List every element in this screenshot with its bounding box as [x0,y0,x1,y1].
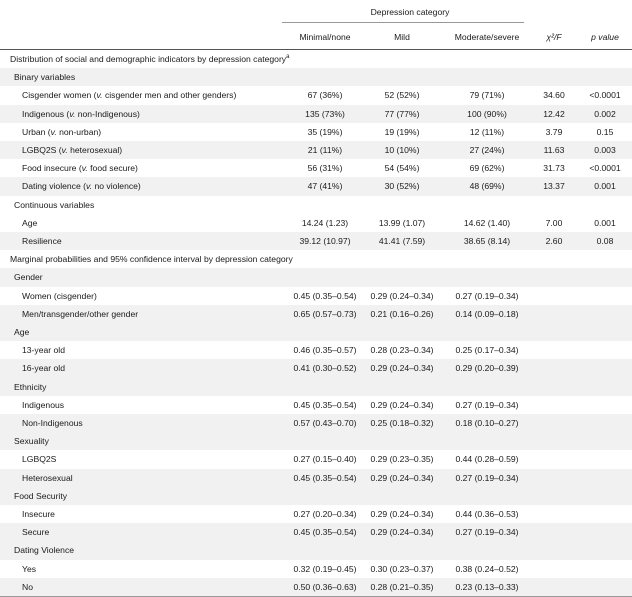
table-row [0,505,632,523]
cell-minimal: 0.45 (0.35–0.54) [293,399,357,410]
row-label: LGBQ2S (v. heterosexual) [22,145,123,156]
cell-mild: 0.29 (0.24–0.34) [370,527,434,538]
cell-moderate: 0.18 (0.10–0.27) [455,418,519,429]
header-group-rule [282,22,524,23]
cell-moderate: 0.27 (0.19–0.34) [455,399,519,410]
cell-moderate: 48 (69%) [469,181,505,192]
row-label: Insecure [22,509,55,520]
subsection-title [0,68,632,86]
cell-minimal: 0.57 (0.43–0.70) [293,418,357,429]
cell-moderate: 12 (11%) [469,126,505,137]
subsection-title-text: Binary variables [14,72,76,83]
group-title [0,487,632,505]
cell-moderate: 0.14 (0.09–0.18) [455,308,519,319]
cell-moderate: 0.29 (0.20–0.39) [455,363,519,374]
group-title [0,268,632,286]
table-row [0,469,632,487]
table-row [0,159,632,177]
cell-moderate: 14.62 (1.40) [463,217,511,228]
cell-moderate: 0.27 (0.19–0.34) [455,290,519,301]
cell-minimal: 0.41 (0.30–0.52) [293,363,357,374]
table-row [0,560,632,578]
cell-moderate: 0.27 (0.19–0.34) [455,527,519,538]
subsection-title-text: Continuous variables [14,199,95,210]
cell-p: 0.003 [594,145,616,156]
cell-minimal: 0.46 (0.35–0.57) [293,345,357,356]
cell-stat: 31.73 [543,163,565,174]
row-label: No [22,581,33,592]
header-moderate: Moderate/severe [454,32,520,42]
row-label: Indigenous (v. non-Indigenous) [22,108,140,119]
group-title [0,541,632,559]
group-title-text: Ethnicity [14,381,47,392]
cell-minimal: 0.65 (0.57–0.73) [293,308,357,319]
cell-moderate: 79 (71%) [469,90,505,101]
table-row [0,359,632,377]
cell-minimal: 0.32 (0.19–0.45) [293,563,357,574]
row-label: Cisgender women (v. cisgender men and other genders) [22,90,237,101]
cell-stat: 13.37 [543,181,565,192]
cell-stat: 2.60 [545,236,563,247]
group-title [0,323,632,341]
cell-minimal: 47 (41%) [307,181,343,192]
cell-mild: 0.29 (0.23–0.35) [370,454,434,465]
cell-moderate: 0.44 (0.36–0.53) [455,509,519,520]
cell-minimal: 14.24 (1.23) [301,217,349,228]
cell-p: 0.08 [596,236,614,247]
section-title [0,250,632,268]
row-label: 16-year old [22,363,65,374]
table-row [0,523,632,541]
cell-mild: 41.41 (7.59) [378,236,426,247]
cell-mild: 0.29 (0.24–0.34) [370,399,434,410]
cell-stat: 7.00 [545,217,563,228]
cell-moderate: 0.44 (0.28–0.59) [455,454,519,465]
row-label: Indigenous [22,399,65,410]
cell-mild: 54 (54%) [384,163,420,174]
header-p-value: p value [591,32,619,42]
footnote-marker: a [286,54,290,61]
cell-stat: 11.63 [543,145,565,156]
section-title-text: Distribution of social and demographic indicators by depression category$^a$ [10,54,290,65]
table-row [0,141,632,159]
row-label: Men/transgender/other gender [22,308,139,319]
cell-p: 0.002 [594,108,616,119]
cell-minimal: 0.27 (0.20–0.34) [293,509,357,520]
cell-moderate: 27 (24%) [469,145,505,156]
group-title [0,378,632,396]
cell-minimal: 21 (11%) [307,145,343,156]
cell-moderate: 0.27 (0.19–0.34) [455,472,519,483]
group-title-text: Gender [14,272,43,283]
cell-mild: 0.28 (0.21–0.35) [370,581,434,592]
cell-moderate: 69 (62%) [469,163,505,174]
cell-mild: 0.29 (0.24–0.34) [370,472,434,483]
cell-minimal: 135 (73%) [305,108,345,119]
row-label: Women (cisgender) [22,290,97,301]
section-title-text: Marginal probabilities and 95% confidence interval by depression category [10,254,293,265]
row-label: Resilience [22,236,62,247]
cell-minimal: 0.45 (0.35–0.54) [293,472,357,483]
cell-stat: 3.79 [545,126,563,137]
table-row [0,305,632,323]
cell-stat: 12.42 [543,108,565,119]
cell-moderate: 0.25 (0.17–0.34) [455,345,519,356]
cell-mild: 19 (19%) [384,126,420,137]
cell-mild: 0.29 (0.24–0.34) [370,509,434,520]
header-group-label: Depression category [370,7,450,17]
cell-mild: 0.28 (0.23–0.34) [370,345,434,356]
group-title-text: Dating Violence [14,545,75,556]
cell-minimal: 35 (19%) [307,126,343,137]
cell-minimal: 0.50 (0.36–0.63) [293,581,357,592]
group-title-text: Age [14,327,30,338]
cell-mild: 0.21 (0.16–0.26) [370,308,434,319]
row-label: Urban (v. non-urban) [22,126,102,137]
section-title [0,50,632,68]
header-chi-f: χ²/F [546,32,562,42]
table-row [0,86,632,104]
row-label: LGBQ2S [22,454,57,465]
row-label: Dating violence (v. no violence) [22,181,141,192]
table-row [0,396,632,414]
cell-moderate: 0.23 (0.13–0.33) [455,581,519,592]
row-label: Food insecure (v. food secure) [22,163,138,174]
table-row [0,232,632,250]
subsection-title [0,196,632,214]
row-label: Age [22,217,38,228]
cell-p: 0.001 [594,217,616,228]
header-mild: Mild [394,32,410,42]
cell-mild: 0.30 (0.23–0.37) [370,563,434,574]
row-label: Yes [22,563,37,574]
cell-minimal: 0.45 (0.35–0.54) [293,527,357,538]
cell-p: <0.0001 [589,90,621,101]
cell-p: 0.001 [594,181,616,192]
cell-minimal: 0.45 (0.35–0.54) [293,290,357,301]
cell-moderate: 38.65 (8.14) [463,236,511,247]
cell-minimal: 67 (36%) [307,90,343,101]
row-label: Heterosexual [22,472,73,483]
table-row [0,450,632,468]
cell-p: <0.0001 [589,163,621,174]
row-label: Non-Indigenous [22,418,83,429]
cell-mild: 10 (10%) [384,145,420,156]
cell-stat: 34.60 [543,90,565,101]
row-label: 13-year old [22,345,65,356]
cell-mild: 0.29 (0.24–0.34) [370,363,434,374]
cell-moderate: 100 (90%) [467,108,507,119]
row-label: Secure [22,527,50,538]
table-row [0,341,632,359]
cell-mild: 52 (52%) [384,90,420,101]
table-row [0,214,632,232]
cell-mild: 0.29 (0.24–0.34) [370,290,434,301]
cell-moderate: 0.38 (0.24–0.52) [455,563,519,574]
table-row [0,414,632,432]
table-row [0,177,632,195]
group-title [0,432,632,450]
table-row [0,105,632,123]
header-minimal: Minimal/none [299,32,351,42]
cell-mild: 0.25 (0.18–0.32) [370,418,434,429]
group-title-text: Food Security [14,490,68,501]
table-row [0,578,632,596]
cell-minimal: 0.27 (0.15–0.40) [293,454,357,465]
cell-minimal: 56 (31%) [307,163,343,174]
table-row [0,287,632,305]
cell-mild: 77 (77%) [384,108,420,119]
group-title-text: Sexuality [14,436,49,447]
cell-p: 0.15 [596,126,614,137]
cell-mild: 13.99 (1.07) [378,217,426,228]
table-row [0,123,632,141]
cell-minimal: 39.12 (10.97) [299,236,351,247]
cell-mild: 30 (52%) [384,181,420,192]
